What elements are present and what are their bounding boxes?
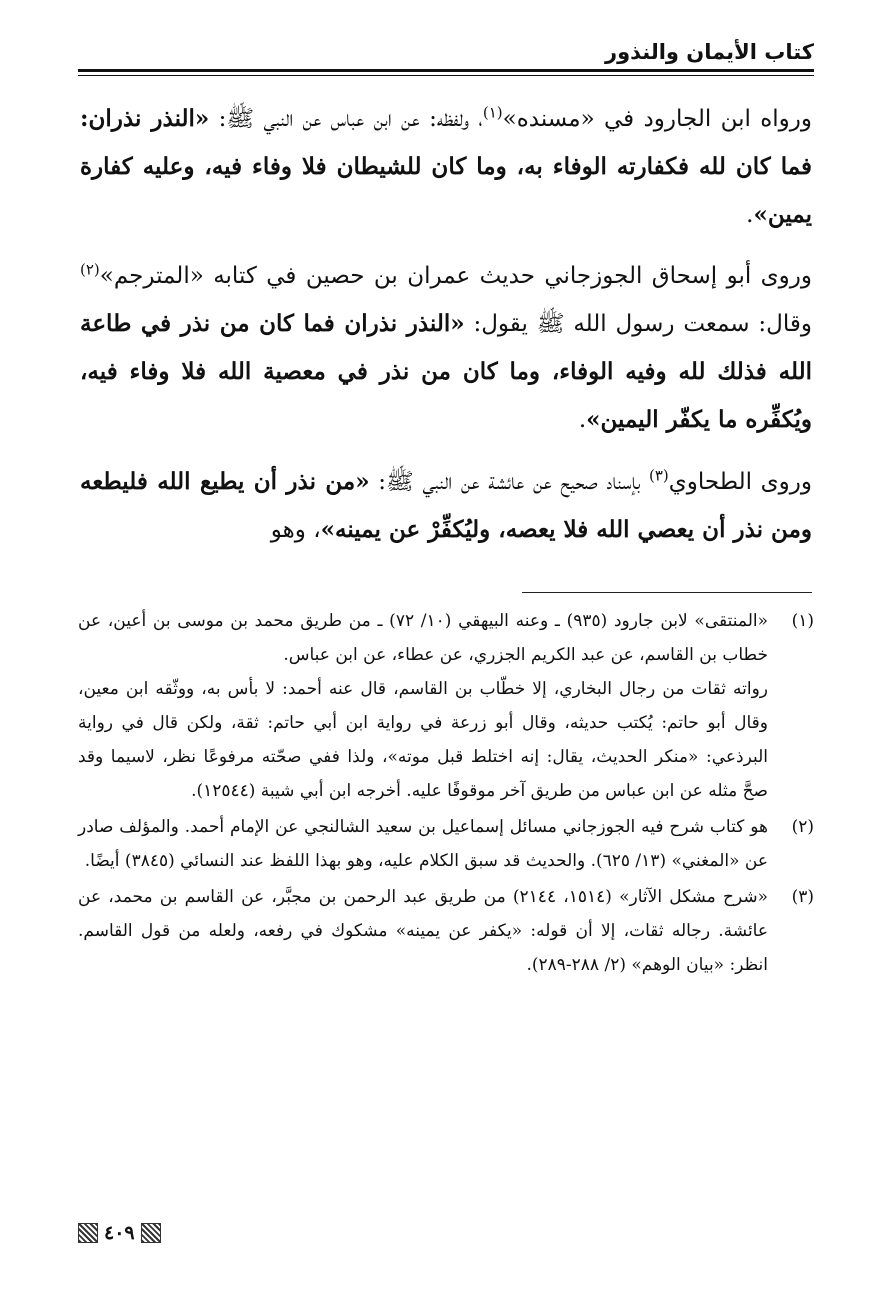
footnote-text: «المنتقى» لابن جارود (٩٣٥) ـ وعنه البيهقي (١٠/ ٧٢) ـ من طريق محمد بن موسى بن أعين، عن خطاب بن القاسم، عن عبد الكريم الجزري، عن عطاء، عن ابن عباس. bbox=[78, 611, 768, 665]
paragraph-1-hadith: «النذر نذران: فما كان لله فكفارته الوفاء به، وما كان للشيطان فلا وفاء فيه، وعليه كفارة يمين» bbox=[80, 105, 812, 228]
footnote-body bbox=[78, 604, 768, 808]
header-rule-thick bbox=[78, 69, 814, 72]
paragraph-3-hadith: «من نذر أن يطيع الله فليطعه ومن نذر أن يعصي الله فلا يعصه، وليُكفِّرْ عن يمينه» bbox=[80, 468, 812, 543]
running-header bbox=[78, 38, 814, 74]
paragraph-2 bbox=[80, 253, 812, 444]
footnotes bbox=[78, 604, 814, 984]
footnote-text: «شرح مشكل الآثار» (١٥١٤، ٢١٤٤) من طريق عبد الرحمن بن مجبَّر، عن القاسم بن محمد، عن عائشة. رجاله ثقات، إلا أن قوله: «يكفر عن يمينه» مشكوك في رفعه، ولعله من قول القاسم. انظر: «بيان الوهم» (٢/ ٢٨٨-٢٨٩). bbox=[78, 887, 768, 975]
footnote-ref-3[interactable]: (٣) bbox=[648, 466, 669, 485]
header-rule-thin bbox=[78, 75, 814, 76]
ornament-left-icon bbox=[78, 1223, 98, 1243]
footnote-body bbox=[78, 880, 768, 982]
footnote-3 bbox=[78, 880, 814, 982]
footnote-divider bbox=[522, 592, 812, 593]
paragraph-1-end: . bbox=[746, 202, 754, 228]
footnote-number: (٣) bbox=[791, 887, 814, 907]
paragraph-3-text-a: وروى الطحاوي bbox=[668, 469, 812, 495]
main-text bbox=[80, 95, 812, 568]
footnote-number: (١) bbox=[791, 611, 814, 631]
page-footer bbox=[78, 1222, 161, 1244]
paragraph-3-end: ، وهو bbox=[270, 517, 321, 543]
footnote-body bbox=[78, 810, 768, 878]
footnote-text: رواته ثقات من رجال البخاري، إلا خطّاب بن القاسم، قال عنه أحمد: لا بأس به، ووثّقه ابن معين، وقال أبو حاتم: يُكتب حديثه، وقال أبو زرعة في رواية ابن أبي حاتم: ثقة، ولكن قال في رواية البرذعي: «منكر الحديث، يقال: إنه اختلط قبل موته»، ولذا ففي صحّته مرفوعًا نظر، لاسيما وقد صحَّ مثله عن ابن عباس من طريق آخر موقوفًا عليه. أخرجه ابن أبي شيبة (١٢٥٤٤). bbox=[78, 679, 768, 801]
footnote-2 bbox=[78, 810, 814, 878]
chapter-title: كتاب الأيمان والنذور bbox=[605, 40, 814, 64]
ornament-right-icon bbox=[141, 1223, 161, 1243]
paragraph-1-text-b: ، ولفظه: عن ابن عباس عن النبي ﷺ: bbox=[209, 106, 483, 132]
page-number: ٤٠٩ bbox=[104, 1222, 135, 1244]
paragraph-3-text-b: بإسناد صحيح عن عائشة عن النبي ﷺ: bbox=[369, 469, 649, 495]
footnote-number: (٢) bbox=[791, 817, 814, 837]
paragraph-2-end: . bbox=[578, 407, 587, 433]
paragraph-2-hadith: «النذر نذران فما كان من نذر في طاعة الله فذلك لله وفيه الوفاء، وما كان من نذر في معصية الله فلا وفاء فيه، ويُكفِّره ما يكفّر اليمين» bbox=[80, 310, 812, 433]
footnote-text: هو كتاب شرح فيه الجوزجاني مسائل إسماعيل بن سعيد الشالنجي عن الإمام أحمد. والمؤلف صادر عن «المغني» (١٣/ ٦٢٥). والحديث قد سبق الكلام عليه، وهو بهذا اللفظ عند النسائي (٣٨٤٥) أيضًا. bbox=[78, 817, 768, 871]
paragraph-1-text-a: ورواه ابن الجارود في «مسنده» bbox=[502, 106, 812, 132]
footnote-ref-2[interactable]: (٢) bbox=[80, 260, 100, 279]
footnote-1 bbox=[78, 604, 814, 808]
paragraph-3 bbox=[80, 458, 812, 554]
footnote-ref-1[interactable]: (١) bbox=[482, 103, 503, 122]
paragraph-2-text-b: وقال: سمعت رسول الله ﷺ يقول: bbox=[464, 311, 812, 337]
paragraph-1 bbox=[80, 95, 812, 239]
paragraph-2-text-a: وروى أبو إسحاق الجوزجاني حديث عمران بن حصين في كتابه «المترجم» bbox=[99, 263, 813, 289]
